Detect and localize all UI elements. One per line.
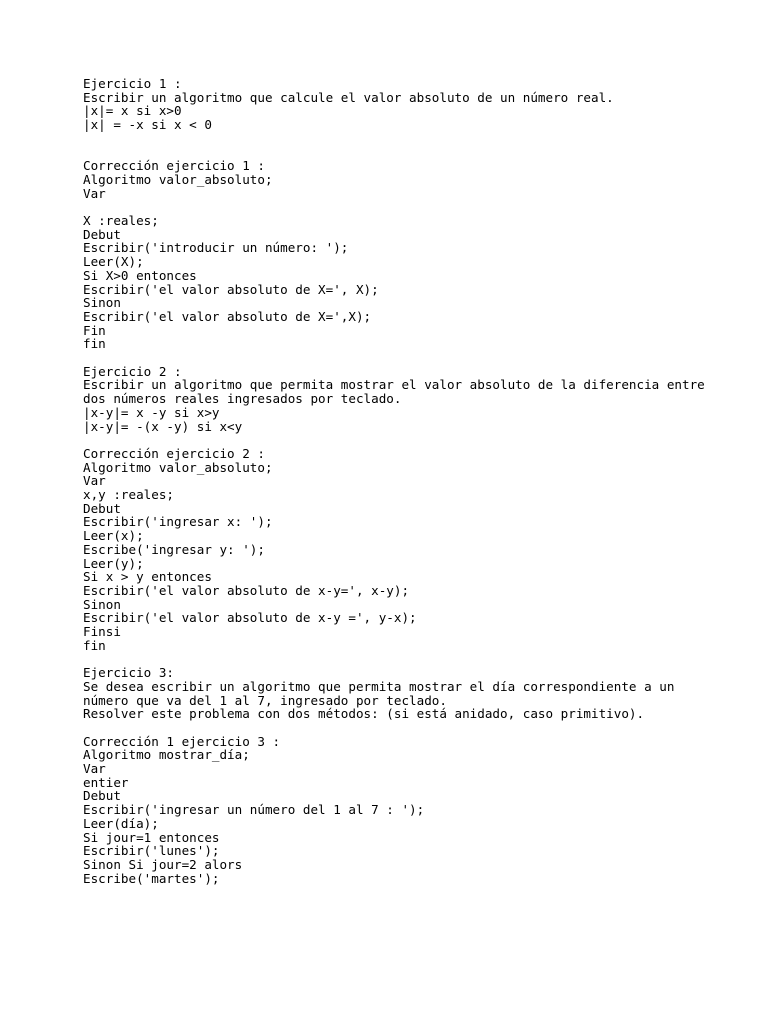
text-line: Escribir('ingresar x: '); xyxy=(83,514,273,530)
blank-line xyxy=(83,652,753,666)
text-line: Escribir('el valor absoluto de X=', X); xyxy=(83,281,379,297)
text-line: Resolver este problema con dos métodos: (si está anidado, caso primitivo). xyxy=(83,706,645,722)
text-line: |x| = -x si x < 0 xyxy=(83,117,212,133)
text-line: Ejercicio 2 : xyxy=(83,363,182,379)
text-line: fin xyxy=(83,637,106,653)
text-line: Ejercicio 1 : xyxy=(83,76,182,91)
blank-line xyxy=(83,200,753,214)
text-line: Corrección 1 ejercicio 3 : xyxy=(83,733,281,749)
text-line: Algoritmo valor_absoluto; xyxy=(83,171,273,187)
text-line: Var xyxy=(83,761,106,777)
text-line: x,y :reales; xyxy=(83,487,174,503)
text-line: Var xyxy=(83,185,106,201)
text-line: Escribir('ingresar un número del 1 al 7 : '); xyxy=(83,802,425,818)
text-line: Si x > y entonces xyxy=(83,569,212,585)
text-line: fin xyxy=(83,336,106,352)
blank-line xyxy=(83,146,753,160)
text-line: Ejercicio 3: xyxy=(83,665,174,681)
text-line: Sinon xyxy=(83,295,121,311)
text-line: Fin xyxy=(83,322,106,338)
text-line: Sinon xyxy=(83,596,121,612)
text-line: Escribir('el valor absoluto de x-y=', x-y); xyxy=(83,582,410,598)
blank-line xyxy=(83,351,753,365)
blank-line xyxy=(83,433,753,447)
text-line: Algoritmo valor_absoluto; xyxy=(83,459,273,475)
text-line: |x-y|= -(x -y) si x<y xyxy=(83,418,243,434)
text-line: Si X>0 entonces xyxy=(83,267,197,283)
text-line: dos números reales ingresados por teclado. xyxy=(83,391,402,407)
text-line: Algoritmo mostrar_día; xyxy=(83,747,250,763)
text-line: X :reales; xyxy=(83,212,159,228)
text-line: Leer(día); xyxy=(83,815,159,831)
text-line: Escribe('ingresar y: '); xyxy=(83,541,265,557)
text-line: Escribir('el valor absoluto de X=',X); xyxy=(83,308,372,324)
text-line: Escribir('introducir un número: '); xyxy=(83,240,349,256)
text-line: Escribir('el valor absoluto de x-y =', y-x); xyxy=(83,610,417,626)
text-line: Debut xyxy=(83,226,121,242)
blank-line xyxy=(83,721,753,735)
text-line: Escribir('lunes'); xyxy=(83,843,220,859)
text-line: Corrección ejercicio 1 : xyxy=(83,158,265,174)
text-line: entier xyxy=(83,774,129,790)
text-line: Escribe('martes'); xyxy=(83,870,220,886)
text-line: Escribir un algoritmo que calcule el valor absoluto de un número real. xyxy=(83,89,614,105)
text-line: número que va del 1 al 7, ingresado por teclado. xyxy=(83,692,447,708)
text-line: Leer(X); xyxy=(83,254,144,270)
text-line: |x|= x si x>0 xyxy=(83,103,182,119)
text-line: Debut xyxy=(83,500,121,516)
text-line: Corrección ejercicio 2 : xyxy=(83,445,265,461)
document-text xyxy=(83,77,753,885)
text-line: Leer(y); xyxy=(83,555,144,571)
blank-line xyxy=(83,132,753,146)
text-line: Sinon Si jour=2 alors xyxy=(83,856,243,872)
text-line: Se desea escribir un algoritmo que permita mostrar el día correspondiente a un xyxy=(83,678,675,694)
text-line: Leer(x); xyxy=(83,528,144,544)
text-line: Si jour=1 entonces xyxy=(83,829,220,845)
text-line: Finsi xyxy=(83,624,121,640)
text-line: Var xyxy=(83,473,106,489)
text-line: |x-y|= x -y si x>y xyxy=(83,404,220,420)
text-line: Debut xyxy=(83,788,121,804)
text-line: Escribir un algoritmo que permita mostrar el valor absoluto de la diferencia entre xyxy=(83,377,705,393)
